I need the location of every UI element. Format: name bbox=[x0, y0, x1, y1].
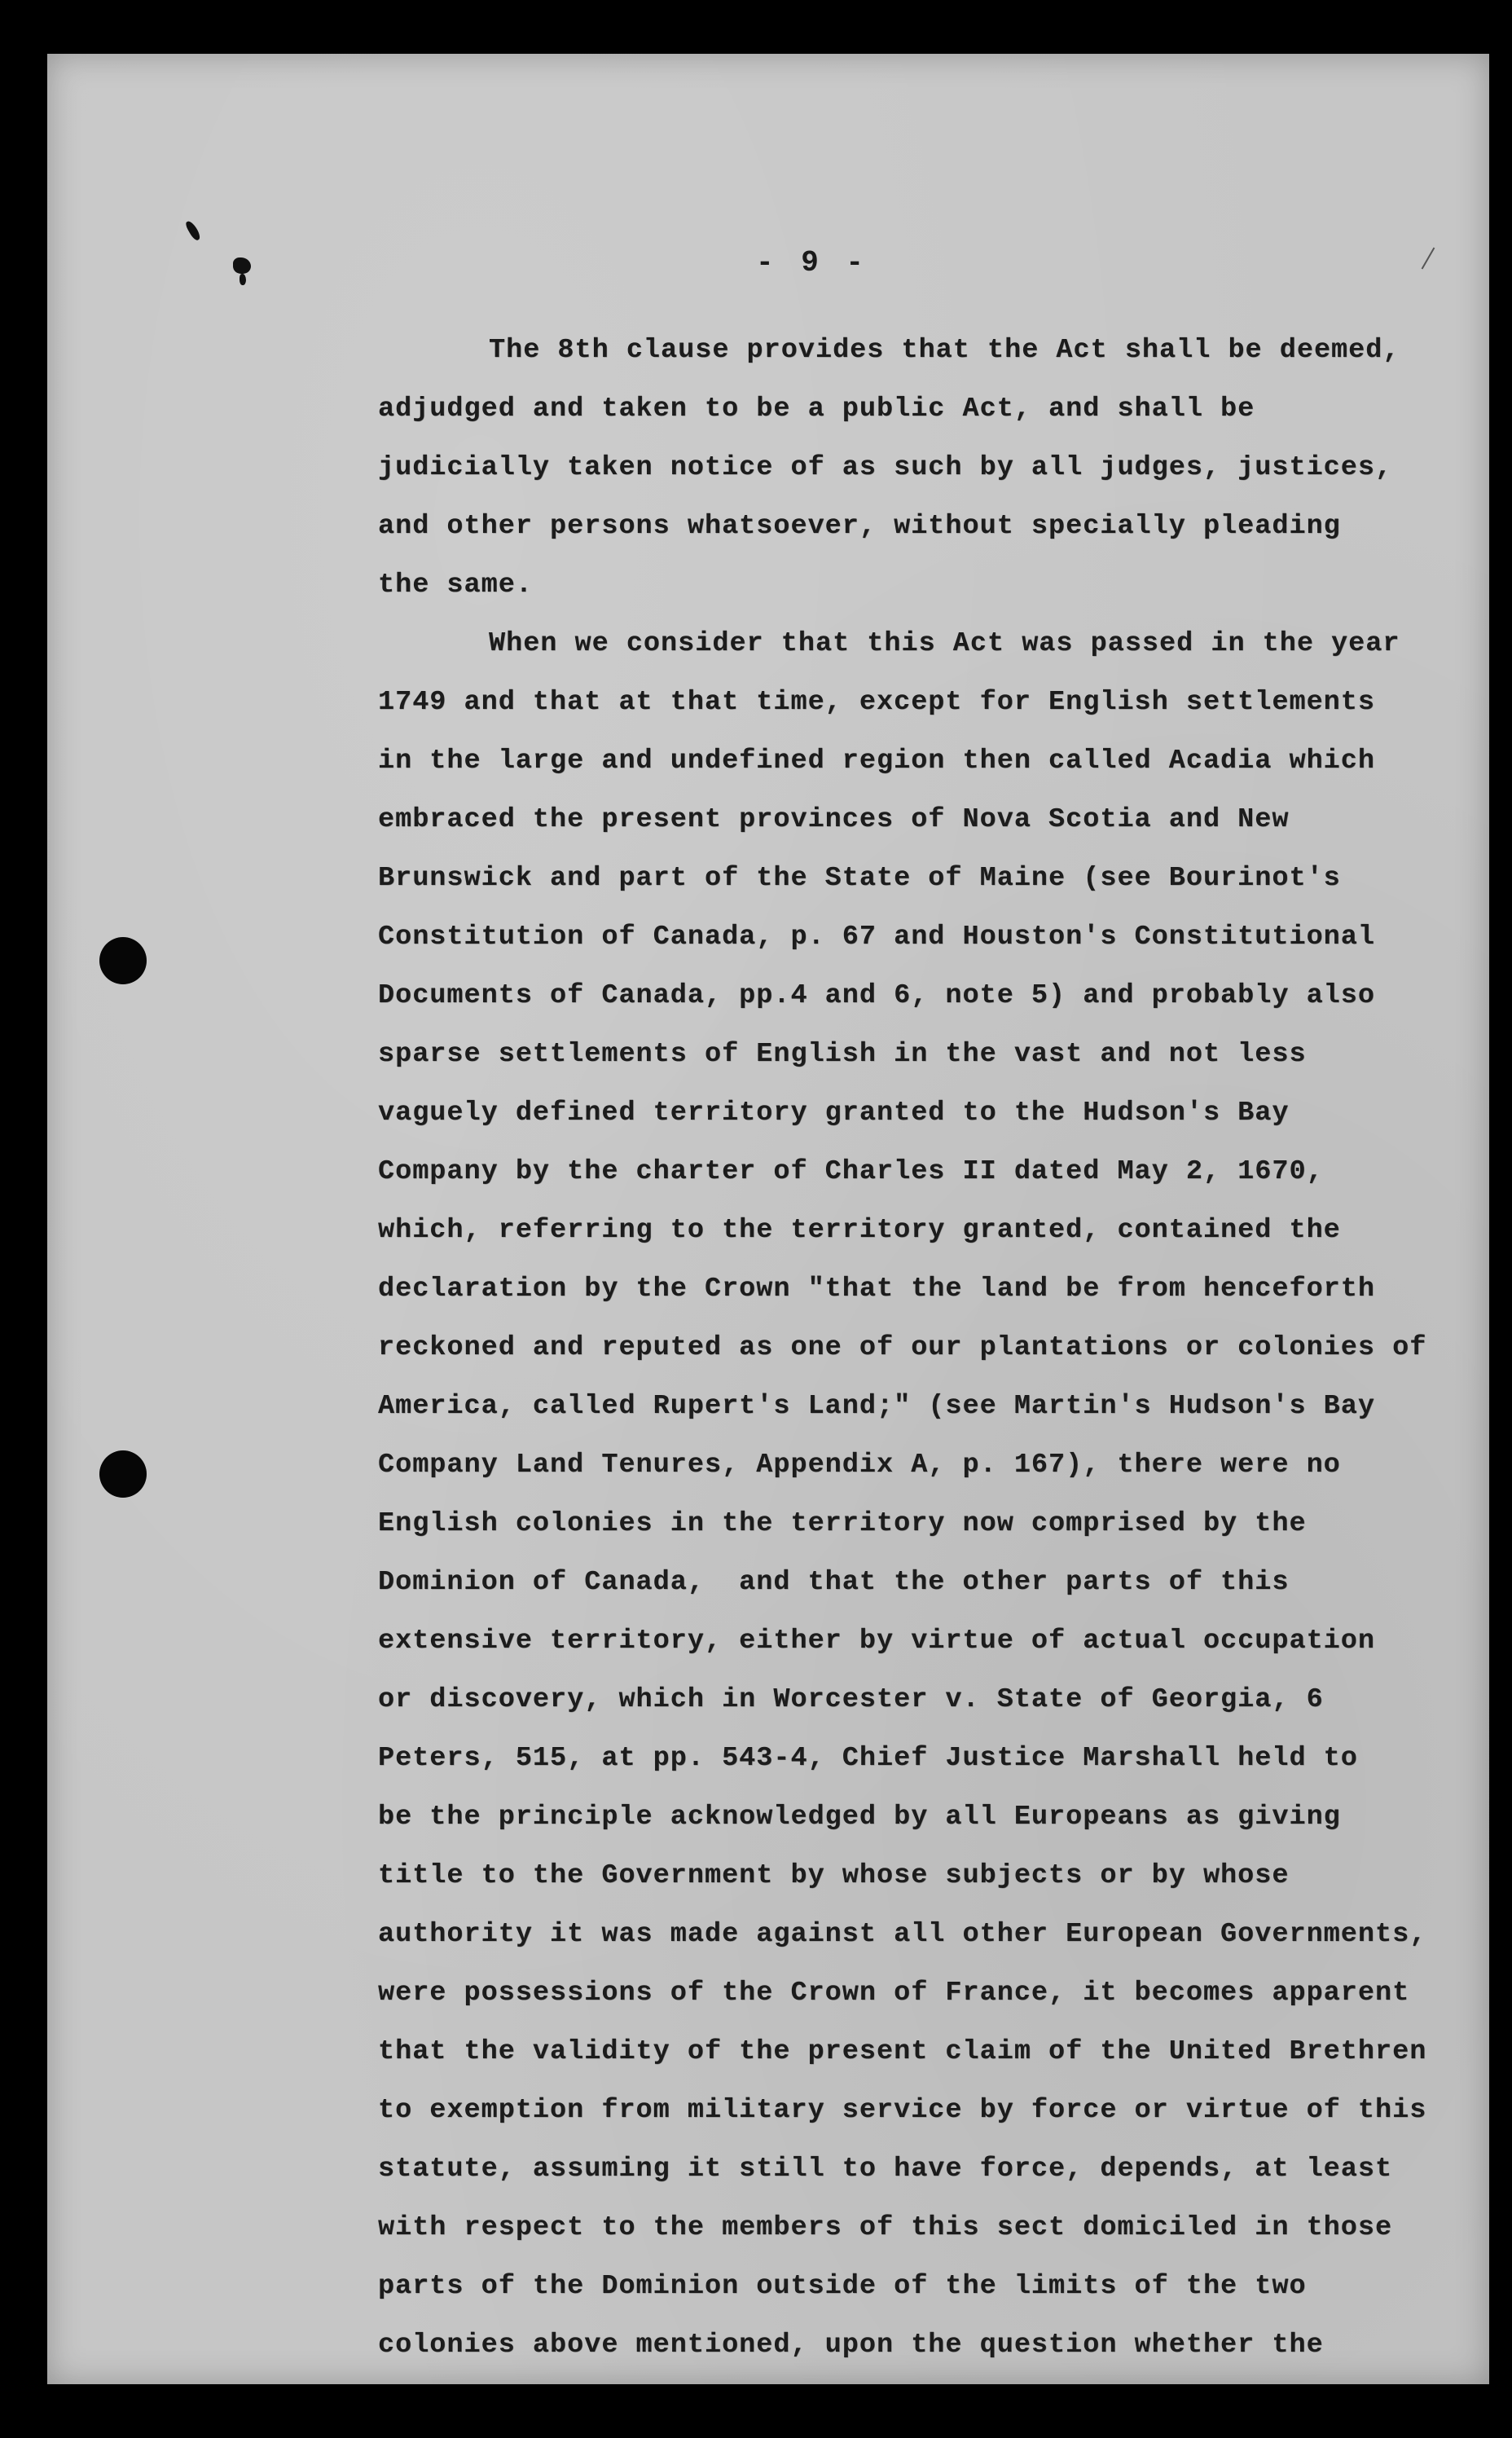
text-line: authority it was made against all other European Governments, bbox=[378, 1919, 1427, 1950]
text-line: 1749 and that at that time, except for English settlements bbox=[378, 687, 1375, 718]
text-line: or discovery, which in Worcester v. State of Georgia, 6 bbox=[378, 1684, 1324, 1715]
punch-hole bbox=[99, 1450, 147, 1498]
text-line: parts of the Dominion outside of the limits of the two bbox=[378, 2271, 1307, 2302]
body-text bbox=[378, 321, 1486, 2374]
text-line: adjudged and taken to be a public Act, and shall be bbox=[378, 394, 1255, 425]
punch-hole bbox=[99, 937, 147, 984]
text-line: with respect to the members of this sect domiciled in those bbox=[378, 2212, 1393, 2243]
text-line: Brunswick and part of the State of Maine (see Bourinot's bbox=[378, 863, 1341, 894]
text-line: in the large and undefined region then called Acadia which bbox=[378, 746, 1375, 777]
text-line: to exemption from military service by force or virtue of this bbox=[378, 2095, 1427, 2126]
text-line: which, referring to the territory granted, contained the bbox=[378, 1215, 1341, 1246]
text-line: extensive territory, either by virtue of actual occupation bbox=[378, 1626, 1375, 1657]
text-line: The 8th clause provides that the Act shall be deemed, bbox=[489, 335, 1400, 366]
text-line: When we consider that this Act was passed in the year bbox=[489, 628, 1400, 659]
page-number: - 9 - bbox=[756, 246, 869, 279]
ink-smudge bbox=[184, 219, 202, 242]
document-page bbox=[47, 54, 1489, 2384]
text-line: embraced the present provinces of Nova Scotia and New bbox=[378, 804, 1290, 835]
text-line: sparse settlements of English in the vast and not less bbox=[378, 1039, 1307, 1070]
text-line: were possessions of the Crown of France, it becomes apparent bbox=[378, 1978, 1410, 2009]
text-line: the same. bbox=[378, 570, 533, 601]
text-line: judicially taken notice of as such by all judges, justices, bbox=[378, 452, 1393, 483]
text-line: be the principle acknowledged by all Europeans as giving bbox=[378, 1802, 1341, 1833]
ink-smudge bbox=[240, 274, 246, 285]
text-line: Constitution of Canada, p. 67 and Houston's Constitutional bbox=[378, 922, 1375, 953]
text-line: Dominion of Canada, and that the other parts of this bbox=[378, 1567, 1290, 1598]
text-line: Peters, 515, at pp. 543-4, Chief Justice Marshall held to bbox=[378, 1743, 1358, 1774]
text-line: declaration by the Crown "that the land be from henceforth bbox=[378, 1274, 1375, 1305]
text-line: statute, assuming it still to have force, depends, at least bbox=[378, 2154, 1393, 2185]
text-line: English colonies in the territory now comprised by the bbox=[378, 1508, 1307, 1539]
ink-smudge bbox=[233, 257, 251, 274]
text-line: Company by the charter of Charles II dated May 2, 1670, bbox=[378, 1156, 1324, 1187]
text-line: Documents of Canada, pp.4 and 6, note 5) and probably also bbox=[378, 980, 1375, 1011]
text-line: vaguely defined territory granted to the Hudson's Bay bbox=[378, 1098, 1290, 1129]
paragraph-consideration bbox=[378, 614, 1486, 2374]
text-line: title to the Government by whose subjects or by whose bbox=[378, 1860, 1290, 1891]
text-line: America, called Rupert's Land;" (see Martin's Hudson's Bay bbox=[378, 1391, 1375, 1422]
text-line: colonies above mentioned, upon the question whether the bbox=[378, 2330, 1324, 2361]
text-line: and other persons whatsoever, without specially pleading bbox=[378, 511, 1341, 542]
text-line: that the validity of the present claim of the United Brethren bbox=[378, 2036, 1427, 2067]
text-line: reckoned and reputed as one of our plantations or colonies of bbox=[378, 1332, 1427, 1363]
pencil-mark bbox=[1422, 248, 1435, 270]
text-line: Company Land Tenures, Appendix A, p. 167), there were no bbox=[378, 1450, 1341, 1481]
paragraph-clause bbox=[378, 321, 1486, 614]
